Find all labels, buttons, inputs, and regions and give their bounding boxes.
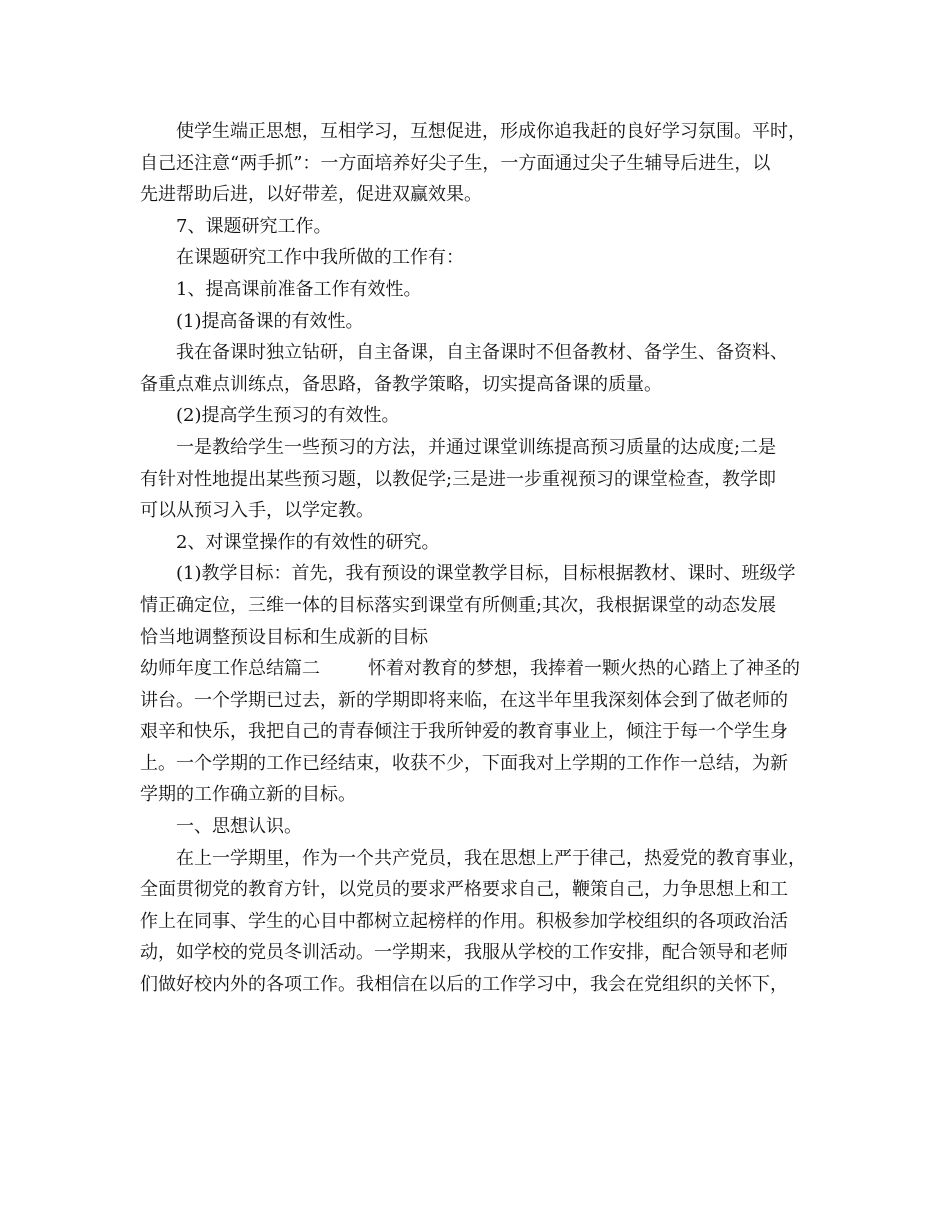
text-line: 可以从预习入手，以学定教。 (140, 500, 374, 522)
text-line: 一、思想认识。 (176, 816, 302, 838)
section-heading-line (140, 653, 830, 685)
text-line: 动，如学校的党员冬训活动。一学期来，我服从学校的工作安排，配合领导和老师 (140, 942, 788, 964)
text-line: 作上在同事、学生的心目中都树立起榜样的作用。积极参加学校组织的各项政治活 (140, 910, 788, 932)
text-line: 全面贯彻党的教育方针，以党员的要求严格要求自己，鞭策自己，力争思想上和工 (140, 879, 788, 901)
text-line: 在上一学期里，作为一个共产党员，我在思想上严于律己，热爱党的教育事业， (176, 847, 806, 869)
text-line: 一是教给学生一些预习的方法，并通过课堂训练提高预习质量的达成度;二是 (176, 436, 777, 458)
text-line: 讲台。一个学期已过去，新的学期即将来临，在这半年里我深刻体会到了做老师的 (140, 689, 788, 711)
text-line: 2、对课堂操作的有效性的研究。 (176, 531, 440, 553)
text-line: 先进帮助后进，以好带差，促进双赢效果。 (140, 184, 482, 206)
text-line: (1)提高备课的有效性。 (176, 310, 364, 332)
text-line: 7、课题研究工作。 (176, 215, 332, 237)
paragraph-block-before-heading (140, 116, 830, 653)
text-line: 使学生端正思想，互相学习，互想促进，形成你追我赶的良好学习氛围。平时， (176, 121, 806, 142)
section-title: 幼师年度工作总结篇二 (140, 658, 320, 680)
paragraph-block-after-heading (140, 685, 830, 1001)
text-line: 有针对性地提出某些预习题，以教促学;三是进一步重视预习的课堂检查，教学即 (140, 468, 777, 490)
text-line: 们做好校内外的各项工作。我相信在以后的工作学习中，我会在党组织的关怀下， (140, 974, 788, 996)
text-line: 在课题研究工作中我所做的工作有： (176, 247, 464, 269)
text-line: 我在备课时独立钻研，自主备课，自主备课时不但备教材、备学生、备资料、 (176, 342, 788, 364)
text-line: 上。一个学期的工作已经结束，收获不少，下面我对上学期的工作作一总结，为新 (140, 752, 788, 774)
text-line: 备重点难点训练点，备思路，备教学策略，切实提高备课的质量。 (140, 373, 662, 395)
text-line: 自己还注意“两手抓”：一方面培养好尖子生，一方面通过尖子生辅导后进生，以 (140, 152, 771, 174)
text-line: (2)提高学生预习的有效性。 (176, 405, 400, 427)
document-body (140, 116, 830, 1001)
text-line: 艰辛和快乐，我把自己的青春倾注于我所钟爱的教育事业上，倾注于每一个学生身 (140, 721, 788, 743)
section-first-text: 怀着对教育的梦想，我捧着一颗火热的心踏上了神圣的 (368, 658, 800, 680)
text-line: 恰当地调整预设目标和生成新的目标 (140, 626, 428, 648)
text-line: 1、提高课前准备工作有效性。 (176, 278, 422, 300)
text-line: 学期的工作确立新的目标。 (140, 784, 356, 806)
text-line: 情正确定位，三维一体的目标落实到课堂有所侧重;其次，我根据课堂的动态发展 (140, 594, 777, 616)
text-line: (1)教学目标：首先，我有预设的课堂教学目标，目标根据教材、课时、班级学 (176, 563, 796, 585)
